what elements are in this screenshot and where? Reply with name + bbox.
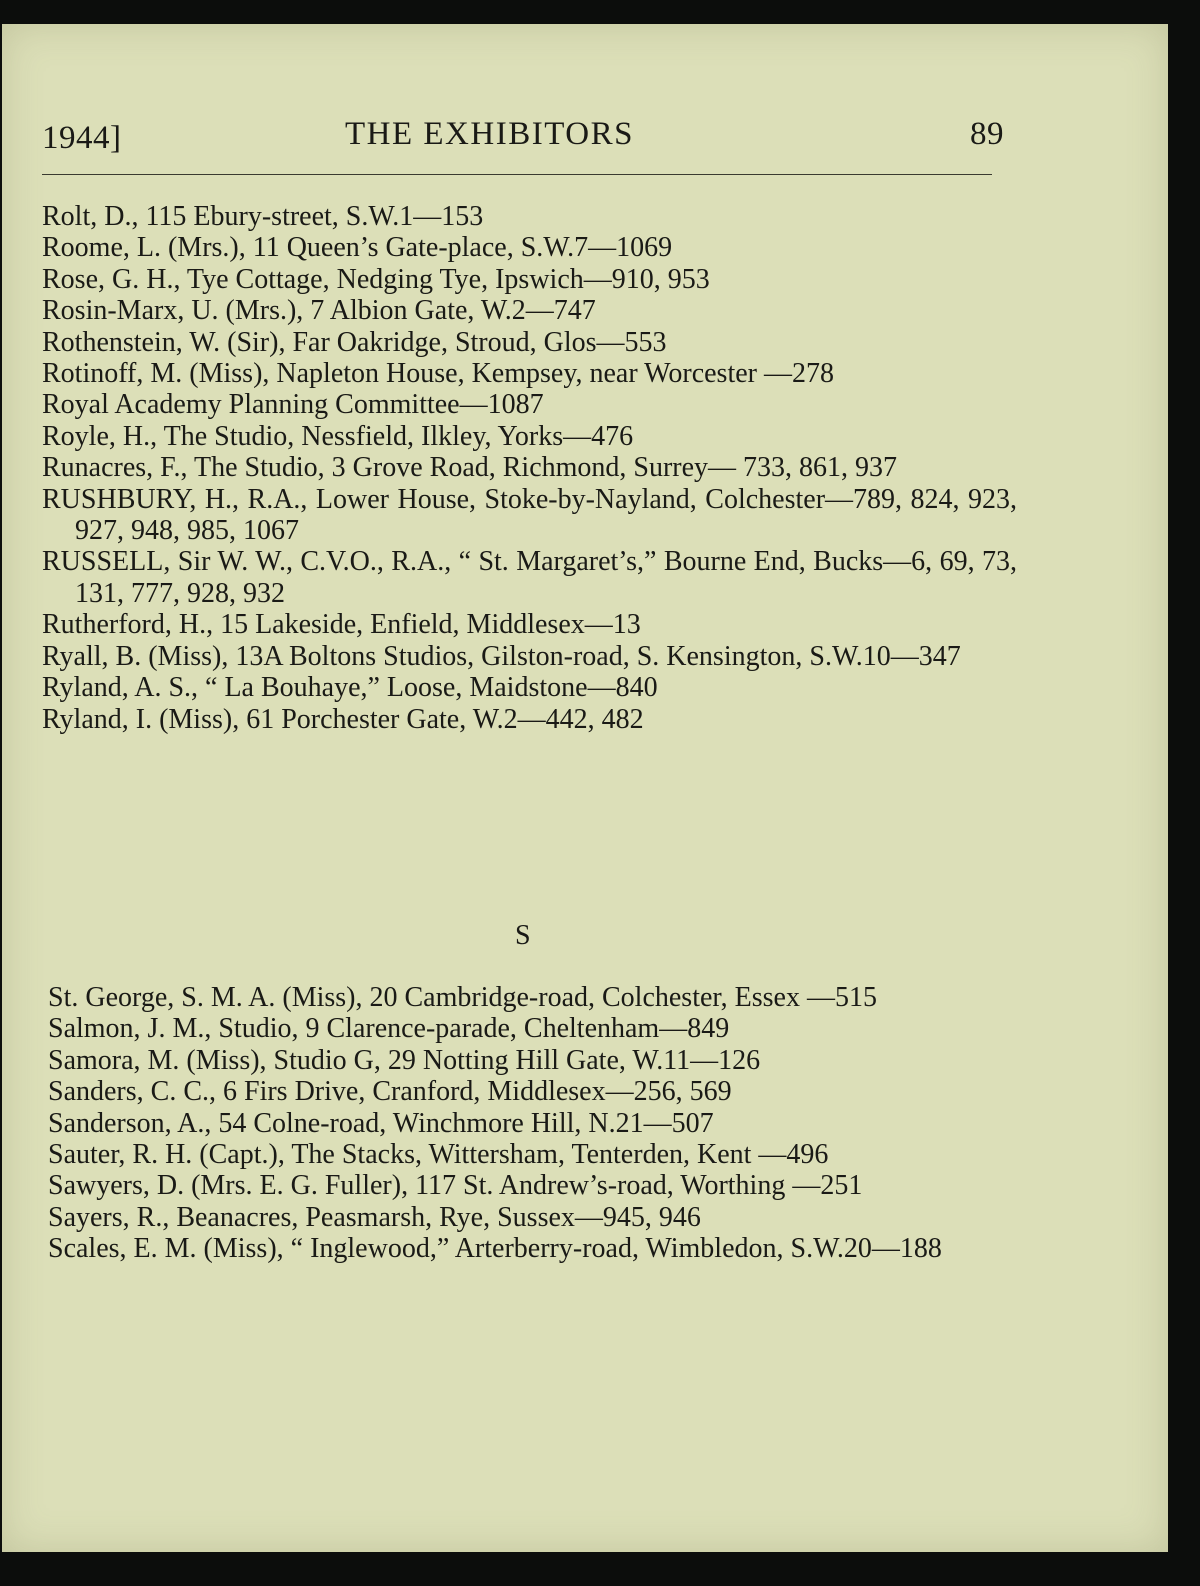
- exhibitor-entry: Sanderson, A., 54 Colne-road, Winchmore Hill, N.21—507: [48, 1107, 714, 1139]
- header-year: 1944]: [42, 120, 122, 156]
- exhibitor-entry: Sanders, C. C., 6 Firs Drive, Cranford, Middlesex—256, 569: [48, 1076, 732, 1108]
- exhibitor-entry: Runacres, F., The Studio, 3 Grove Road, Richmond, Surrey— 733, 861, 937: [42, 452, 898, 484]
- exhibitor-entry: RUSHBURY, H., R.A., Lower House, Stoke-by-Nayland, Colchester—789, 824, 923, 927, 948, 985, 1067: [42, 483, 1017, 547]
- page-number: 89: [970, 116, 1004, 152]
- exhibitor-entry: Ryall, B. (Miss), 13A Boltons Studios, Gilston-road, S. Kensington, S.W.10—347: [42, 640, 961, 672]
- exhibitor-entry: St. George, S. M. A. (Miss), 20 Cambridge-road, Colchester, Essex —515: [48, 982, 877, 1013]
- exhibitor-entry: Roome, L. (Mrs.), 11 Queen’s Gate-place, S.W.7—1069: [42, 232, 673, 264]
- exhibitor-entry: Ryland, I. (Miss), 61 Porchester Gate, W.2—442, 482: [42, 703, 644, 735]
- header-title: THE EXHIBITORS: [345, 116, 634, 152]
- exhibitor-entry: Rotinoff, M. (Miss), Napleton House, Kempsey, near Worcester —278: [42, 358, 834, 390]
- exhibitor-list-s: [48, 982, 1023, 1265]
- exhibitor-entry: Rosin-Marx, U. (Mrs.), 7 Albion Gate, W.2—747: [42, 295, 596, 327]
- exhibitor-entry: Salmon, J. M., Studio, 9 Clarence-parade, Cheltenham—849: [48, 1013, 730, 1045]
- running-header: [42, 116, 1004, 160]
- exhibitor-entry: Rose, G. H., Tye Cottage, Nedging Tye, Ipswich—910, 953: [42, 263, 710, 295]
- exhibitor-entry: RUSSELL, Sir W. W., C.V.O., R.A., “ St. Margaret’s,” Bourne End, Bucks—6, 69, 73, 131, 777, 928, 932: [42, 546, 1017, 609]
- exhibitor-entry: Rolt, D., 115 Ebury-street, S.W.1—153: [42, 201, 484, 232]
- exhibitor-entry: Sayers, R., Beanacres, Peasmarsh, Rye, Sussex—945, 946: [48, 1201, 701, 1233]
- exhibitor-entry: Scales, E. M. (Miss), “ Inglewood,” Arterberry-road, Wimbledon, S.W.20—188: [48, 1233, 942, 1265]
- exhibitor-entry: Sawyers, D. (Mrs. E. G. Fuller), 117 St. Andrew’s-road, Worthing —251: [48, 1170, 863, 1202]
- exhibitor-entry: Royal Academy Planning Committee—1087: [42, 389, 544, 421]
- exhibitor-entry: Samora, M. (Miss), Studio G, 29 Notting Hill Gate, W.11—126: [48, 1044, 761, 1076]
- exhibitor-entry: Royle, H., The Studio, Nessfield, Ilkley, Yorks—476: [42, 420, 634, 452]
- exhibitor-entry: Sauter, R. H. (Capt.), The Stacks, Wittersham, Tenterden, Kent —496: [48, 1139, 829, 1171]
- exhibitor-entry: Rutherford, H., 15 Lakeside, Enfield, Middlesex—13: [42, 609, 641, 641]
- exhibitor-entry: Ryland, A. S., “ La Bouhaye,” Loose, Maidstone—840: [42, 672, 658, 704]
- section-letter-heading: S: [515, 920, 531, 951]
- exhibitor-list-r: [42, 201, 1017, 735]
- exhibitor-entry: Rothenstein, W. (Sir), Far Oakridge, Stroud, Glos—553: [42, 326, 667, 358]
- header-rule: [42, 174, 992, 175]
- book-page: [2, 24, 1168, 1552]
